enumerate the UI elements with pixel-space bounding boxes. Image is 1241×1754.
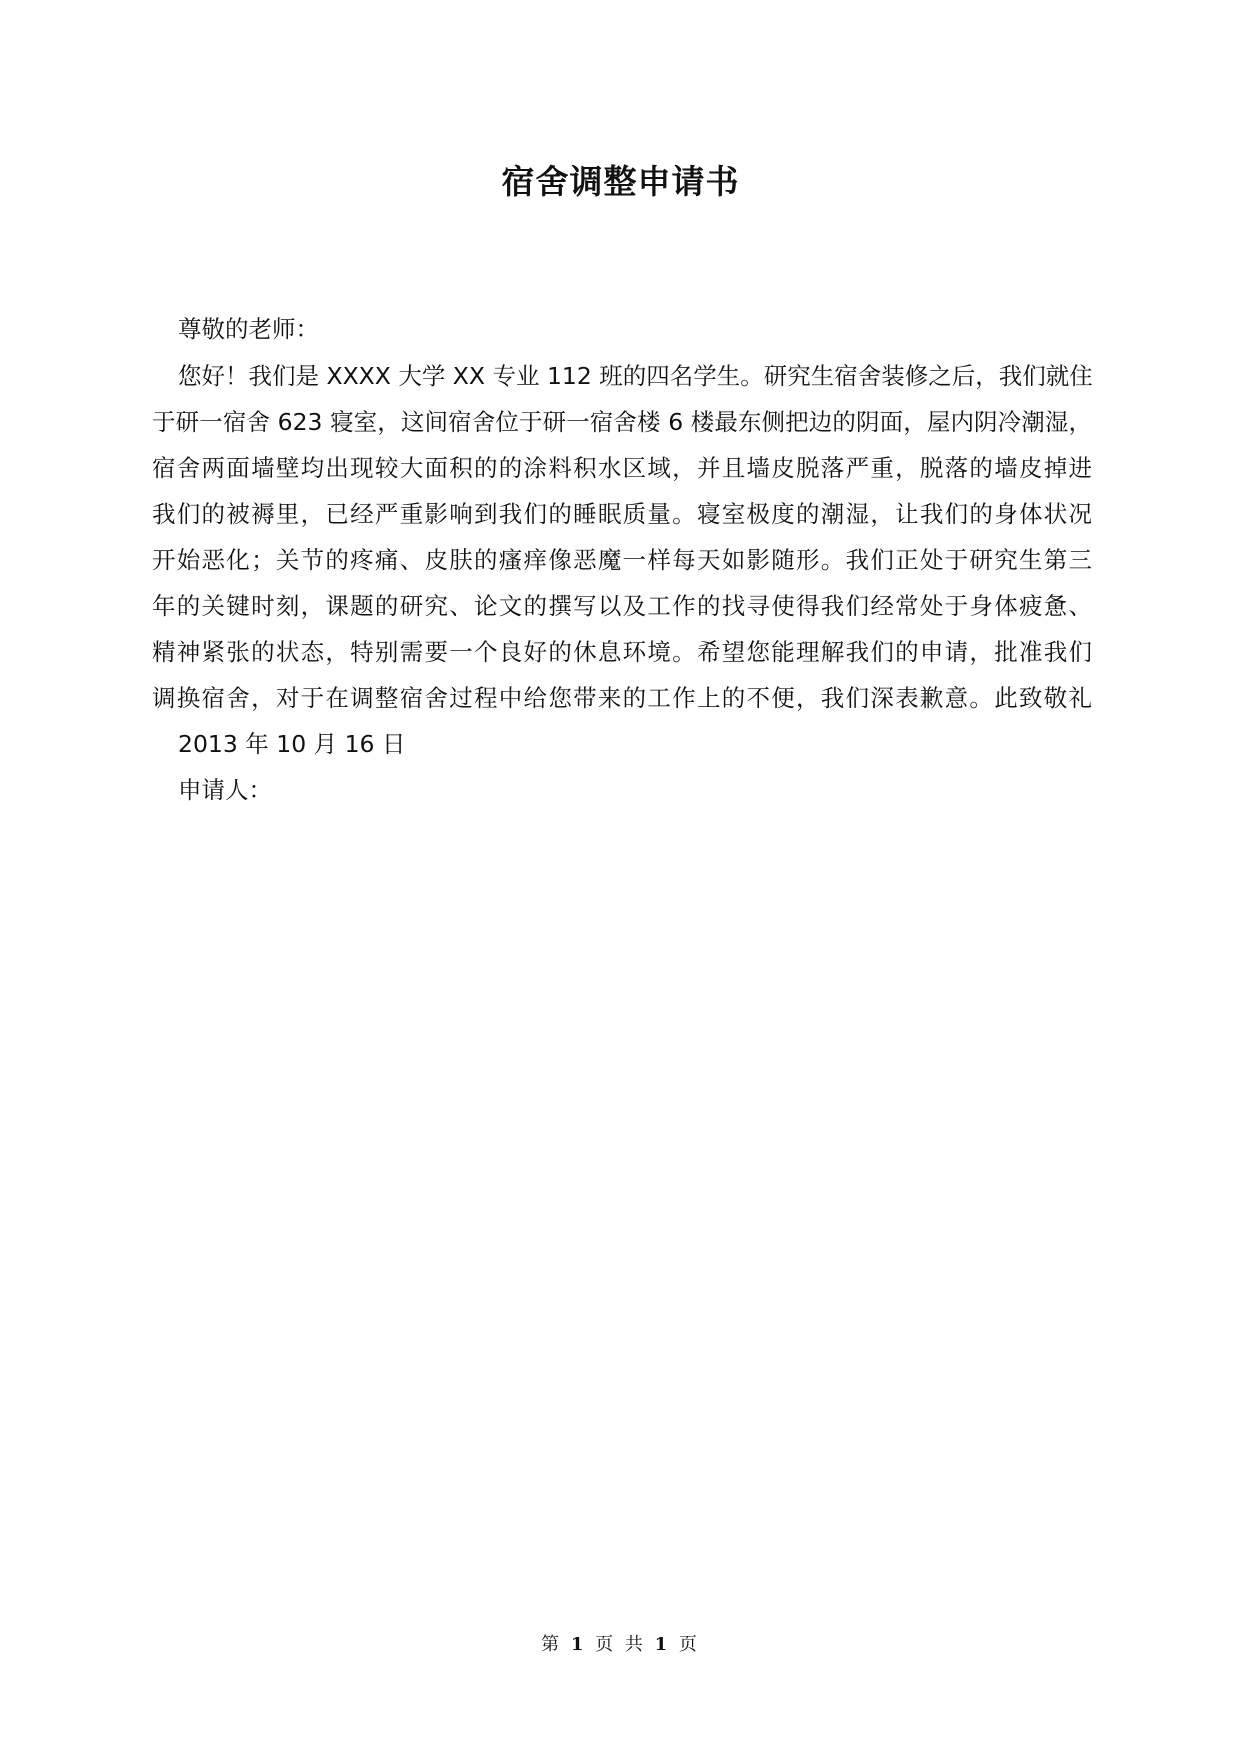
footer-middle: 页 共 [595,1634,646,1655]
footer-current-page: 1 [570,1634,587,1655]
body-line-6: 年的关键时刻，课题的研究、论文的撰写以及工作的找寻使得我们经常处于身体疲惫、 [152,592,1092,620]
applicant-line: 申请人： [178,776,272,804]
footer-total-pages: 1 [654,1634,671,1655]
body-line-1: 您好！我们是 XXXX 大学 XX 专业 112 班的四名学生。研究生宿舍装修之后，我们就住 [178,362,1093,390]
footer-suffix: 页 [678,1634,700,1655]
body-line-7: 精神紧张的状态，特别需要一个良好的休息环境。希望您能理解我们的申请，批准我们 [152,638,1092,666]
body-line-3: 宿舍两面墙壁均出现较大面积的的涂料积水区域，并且墙皮脱落严重，脱落的墙皮掉进 [152,454,1092,482]
body-line-2: 于研一宿舍 623 寝室，这间宿舍位于研一宿舍楼 6 楼最东侧把边的阴面，屋内阴冷潮湿， [152,408,1092,436]
date-line: 2013 年 10 月 16 日 [178,730,406,758]
footer-prefix: 第 [541,1634,563,1655]
document-title: 宿舍调整申请书 [501,162,740,201]
page-footer [0,1633,1241,1657]
salutation: 尊敬的老师： [178,315,319,343]
body-line-8: 调换宿舍，对于在调整宿舍过程中给您带来的工作上的不便，我们深表歉意。此致敬礼 [152,684,1092,712]
body-line-5: 开始恶化；关节的疼痛、皮肤的瘙痒像恶魔一样每天如影随形。我们正处于研究生第三 [152,546,1092,574]
body-line-4: 我们的被褥里，已经严重影响到我们的睡眠质量。寝室极度的潮湿，让我们的身体状况 [152,500,1092,528]
